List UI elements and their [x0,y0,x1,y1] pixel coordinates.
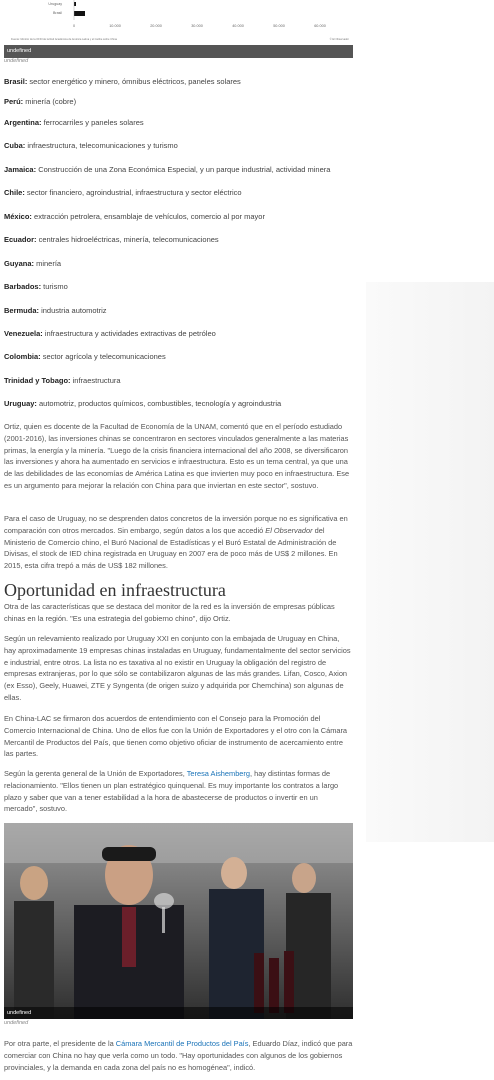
sector-description: minería (cobre) [23,97,77,106]
sector-description: industria automotriz [39,306,107,315]
sector-country: Chile: [4,188,25,197]
sector-item [4,306,353,315]
sector-item [4,329,353,338]
sector-country: Trinidad y Tobago: [4,376,71,385]
x-tick: 50.000 [273,24,285,28]
sector-description: sector energético y minero, ómnibus eléctricos, paneles solares [27,77,241,86]
sector-item [4,352,353,361]
sector-country: Cuba: [4,141,26,150]
sector-item [4,282,353,291]
sector-description: infraestructura y actividades extractivas de petróleo [42,329,216,338]
sector-description: ferrocarriles y paneles solares [41,118,144,127]
chart-bar [74,2,76,6]
sector-item [4,235,353,244]
chart-caption-bar: undefined [4,45,353,58]
sector-country: Argentina: [4,118,42,127]
section-heading: Oportunidad en infraestructura [4,580,226,600]
sector-description: automotriz, productos químicos, combustibles, tecnología y agroindustria [36,399,282,408]
chart-credit: © El Observador [329,38,349,41]
sector-description: Construcción de una Zona Económica Especial, y un parque industrial, actividad minera [36,165,331,174]
sector-country: Guyana: [4,259,35,268]
sector-description: sector financiero, agroindustrial, infraestructura y sector eléctrico [24,188,242,197]
sector-item [4,212,353,221]
paragraph-acuerdos: En China-LAC se firmaron dos acuerdos de entendimiento con el Consejo para la Promoción del Comercio Internacional de China. Uno de ellos fue con la Unión de Exportadores y el otro con la Cámara Mercantil de Productos del País, que tienen como objetivo oficiar de instrumento de acercamiento entre las partes. [4,714,348,759]
paragraph-ortiz: Ortiz, quien es docente de la Facultad de Economía de la UNAM, comentó que en el período estudiado (2001-2016), las inversiones chinas se concentraron en sectores vinculados generalmente a las materias primas, la energía y la minería. "Luego de la crisis financiera internacional del año 2008, se diversificaron las inversiones y ahora ha aumentado en servicios e infraestructura. Esto es un tema central, ya que una de las debilidades de las economías de América Latina es que invierten muy poco en infraestructura. Ese es un argumento para mejorar la relación con China para que inviertan en este sector", sostuvo. [4,422,350,490]
photo-caption-bar: undefined [4,1007,353,1019]
paragraph-uruguay: Para el caso de Uruguay, no se desprenden datos concretos de la inversión porque no es significativa en comparación con otros mercados. Sin embargo, según datos a los que accedió El Observador del Ministerio de Comercio chino, el Buró Nacional de Estadísticas y el Buró Estatal de Administración de Divisas, el stock de IED china registrada en Uruguay en 2007 era de poco más de US$ 2 millones. En 2015, esta cifra trepó a más de US$ 182 millones. [4,514,348,571]
publication-name: El Observador [265,525,313,535]
x-tick: 40.000 [232,24,244,28]
x-tick: 30.000 [191,24,203,28]
x-tick: 60.000 [314,24,326,28]
photo-caption: undefined [4,1020,29,1026]
sector-item [4,399,353,408]
chart-row-label: Uruguay [48,2,62,6]
paragraph-estrategia: Otra de las características que se destaca del monitor de la red es la inversión de empresas públicas chinas en la región. "Es una estrategia del gobierno chino", dijo Ortiz. [4,602,335,623]
sector-description: sector agrícola y telecomunicaciones [40,352,166,361]
article-photo [4,823,353,1019]
sector-country: Ecuador: [4,235,37,244]
link-teresa-aishemberg[interactable]: Teresa Aishemberg [186,769,250,778]
paragraph-exportadores: Según la gerenta general de la Unión de Exportadores, Teresa Aishemberg, hay distintas formas de relacionamiento. "Ellos tienen un plan estratégico quinquenal. Es muy importante los contratos a largo plazo y saber que van a tener estabilidad a la hora de abastecerse de productos o invertir en un mercado", sostuvo. [4,769,339,814]
sector-country: Uruguay: [4,399,37,408]
sector-item [4,376,353,385]
sector-country: Brasil: [4,77,28,86]
sector-country: Venezuela: [4,329,43,338]
paragraph-empresas: Según un relevamiento realizado por Uruguay XXI en conjunto con la embajada de Uruguay en China, hay aproximadamente 19 empresas chinas instaladas en Uruguay, fundamentalmente del sector servicios e industrial, entre otros. La lista no es taxativa al no existir en Uruguay la obligación del registro de empresas extranjeras, por lo que sólo se contabilizaron algunas de las más grandes. Lifan, Cosco, Axion (ex Esso), Geely, Huawei, ZTE y Syngenta (de origen suizo y adquirida por Chemchina) son algunas de ellas. [4,634,351,702]
sector-country: Jamaica: [4,165,37,174]
sector-description: infraestructura, telecomunicaciones y turismo [25,141,178,150]
chart-row-label: Brasil [53,11,62,15]
sector-item [4,165,353,174]
sector-description: turismo [41,282,68,291]
sector-country: Colombia: [4,352,41,361]
sector-item [4,118,353,127]
chart-source: Fuente: Monitor de la OFDI de la Red Académica de América Latina y el Caribe sobre China [11,38,117,41]
sector-description: extracción petrolera, ensamblaje de vehículos, comercio al por mayor [31,212,265,221]
sector-item [4,259,353,268]
sector-item [4,97,353,106]
sector-country: Bermuda: [4,306,40,315]
sector-country: México: [4,212,32,221]
sector-item [4,188,353,197]
chart-caption: undefined [4,58,29,64]
sector-description: minería [34,259,62,268]
sector-country: Barbados: [4,282,42,291]
chart-bar [74,11,85,16]
sector-item [4,141,353,150]
sidebar-background [366,282,494,842]
link-camara-mercantil[interactable]: Cámara Mercantil de Productos del País [115,1039,249,1048]
sector-description: infraestructura [70,376,121,385]
bar-chart [4,0,353,45]
x-tick: 10.000 [109,24,121,28]
paragraph-camara: Por otra parte, el presidente de la Cámara Mercantil de Productos del País, Eduardo Díaz, indicó que para comerciar con China no hay que verla como un todo. "Hay oportunidades con algunos de los gobiernos provinciales, y la demanda en cada zona del país no es homogénea", indicó. [4,1039,353,1072]
x-tick: 0 [72,24,76,28]
sector-item [4,77,353,86]
sector-description: centrales hidroeléctricas, minería, telecomunicaciones [36,235,219,244]
sector-country: Perú: [4,97,24,106]
x-tick: 20.000 [150,24,162,28]
